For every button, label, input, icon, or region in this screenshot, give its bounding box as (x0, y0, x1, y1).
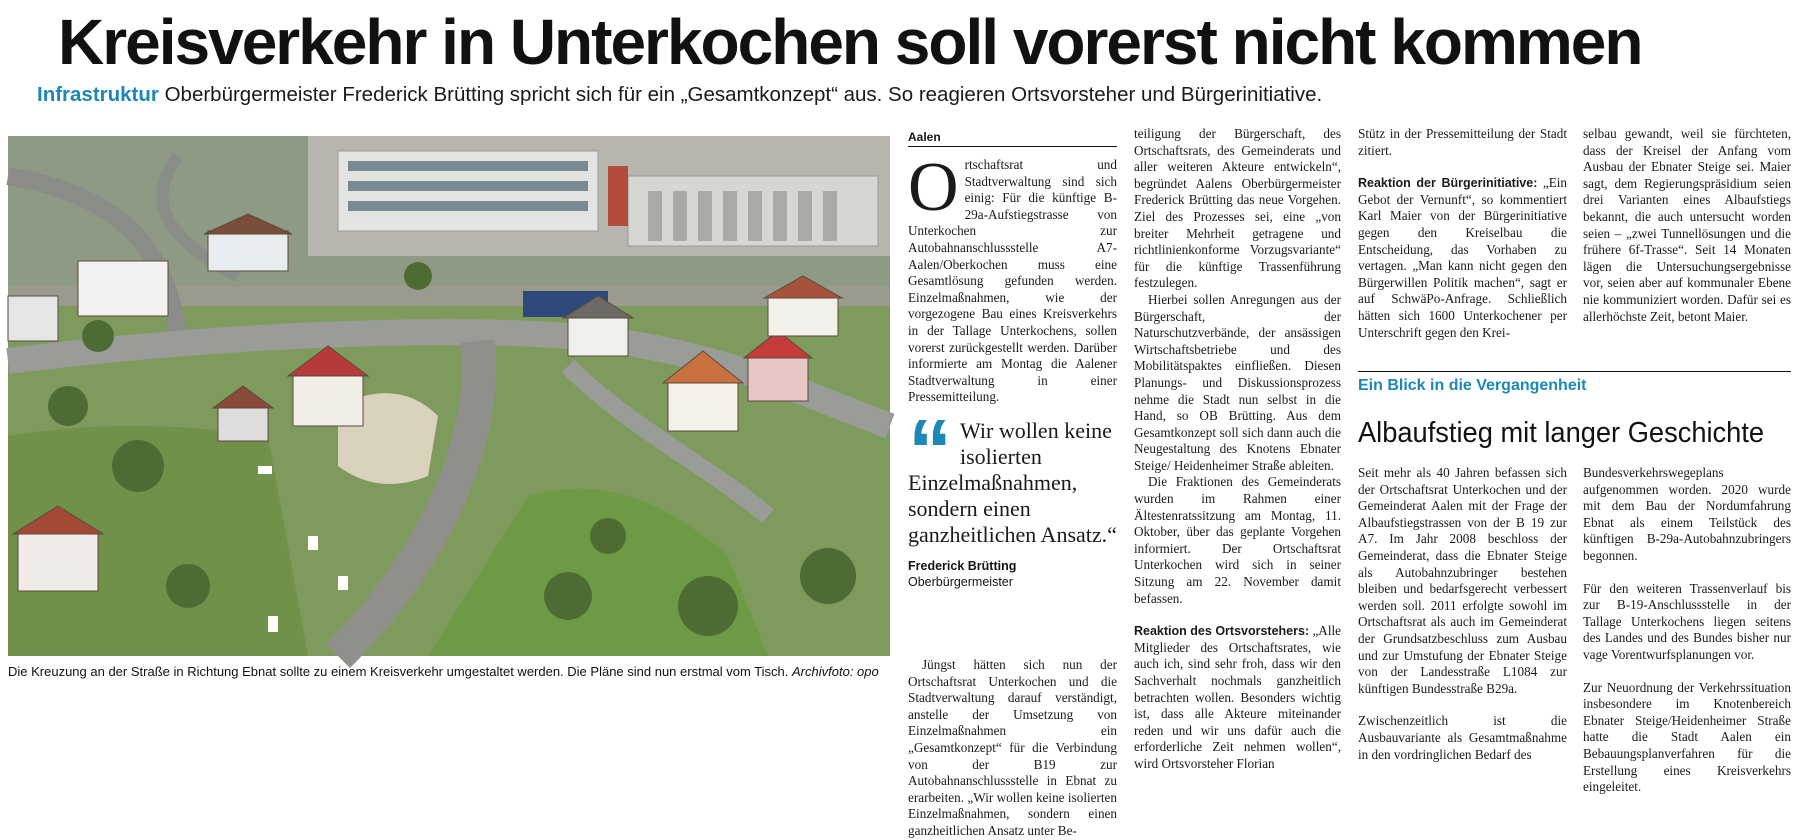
box-divider (1358, 371, 1791, 372)
paragraph: Jüngst hätten sich nun der Ortschaftsrat Unterkochen und die Stadtverwaltung darauf verständigt, anstelle der Umsetzung von Einzelmaßnahmen ein „Gesamtkonzept“ für die Verbindung von der B19 zur Autobahnanschlussstelle in Ebnat zu erarbeiten. „Wir wollen keine isolierten Einzelmaßnahmen, sondern einen ganzheitlichen Ansatz unter Be- (908, 657, 1117, 838)
subheading: Reaktion der Bürgerinitiative: (1358, 176, 1538, 191)
headline: Kreisverkehr in Unterkochen soll vorerst nicht kommen (58, 6, 1642, 78)
article-lead (908, 149, 1117, 406)
quote-author: Frederick Brütting (908, 559, 1017, 573)
pull-quote (908, 401, 1117, 590)
photo-caption (8, 662, 893, 682)
lead-text: rtschaftsrat und Stadtverwaltung sind sich einig: Für die künftige B-29a-Aufstiegstrasse von Unterkochen zur Autobahnanschlussstelle A7-Aalen/Oberkochen muss eine Gesamtlösung gefunden werden. Einzelmaßnahmen, wie der vorgezogene Bau eines Kreisverkehrs in der Tallage Unterkochens, sollen vorerst zurückgestellt werden. Darüber informierte am Montag die Aalener Stadtverwaltung in einer Pressemitteilung. (908, 157, 1117, 405)
article-column-3 (1358, 126, 1567, 341)
paragraph: Hierbei sollen Anregungen aus der Bürgerschaft, der Naturschutzverbände, der ansässigen Wirtschaftsbetriebe und des Mobilitätspaktes einfließen. Diesen Planungs- und Diskussionsprozess nehme die Stadt nun selbst in die Hand, so OB Brütting. Aus dem Gesamtkonzept soll sich dann auch die Neugestaltung des Knotens Ebnater Steige/ Heidenheimer Straße ableiten. (1134, 291, 1341, 473)
quote-mark-icon: “ (908, 401, 952, 500)
paragraph: Die Fraktionen des Gemeinderats wurden im Rahmen einer Ältestenratssitzung am Montag, 11. Oktober, über das geplante Vorgehen informiert. Der Ortschaftsrat Unterkochen wird sich in seiner Sitzung am 22. November damit befassen. (1134, 474, 1341, 606)
box-column-2 (1583, 465, 1791, 796)
paragraph: Zwischenzeitlich ist die Ausbauvariante als Gesamtmaßnahme in den vordringlichen Bedarf des (1358, 713, 1567, 762)
box-column-1 (1358, 465, 1567, 763)
drop-cap: O (908, 149, 959, 226)
paragraph: selbau gewandt, weil sie fürchteten, dass der Kreisel der Anfang vom Ausbau der Ebnater Steige sei. Maier sagt, dem Regierungspräsidium seien drei Varianten eines Albaufstiegs bekannt, die auch untersucht worden seien – „zwei Tunnellösungen und die frühere 6f-Trasse“. Seit 14 Monaten lägen die Untersuchungsergebnisse vor, seien aber auf kommunaler Ebene nie kommuniziert worden. Dafür sei es allerhöchste Zeit, betont Maier. (1583, 126, 1791, 324)
dateline: Aalen (908, 130, 1117, 147)
paragraph-text: „Alle Mitglieder des Ortschaftsrates, wie auch ich, sind sehr froh, dass wir den Sachverhalt nochmals ganzheitlich betrachten wollen. Besonders wichtig ist, dass alle Akteure miteinander reden und wir uns dafür auch die erforderliche Zeit nehmen wollen“, wird Ortsvorsteher Florian (1134, 623, 1342, 771)
paragraph: Für den weiteren Trassenverlauf bis zur B-19-Anschlussstelle in der Tallage Unterkochens liegen seitens des Landes und des Bundes bisher nur vage Vorentwurfsplanungen vor. (1583, 580, 1791, 662)
paragraph: Stütz in der Pressemitteilung der Stadt zitiert. (1358, 126, 1567, 158)
paragraph (1134, 623, 1341, 772)
quote-author-role: Oberbürgermeister (908, 575, 1013, 589)
paragraph (1358, 175, 1567, 341)
paragraph: Bundesverkehrswegeplans aufgenommen worden. 2020 wurde mit dem Bau der Nordumfahrung Ebnat als einem Teilstück des künftigen B-29a-Autobahnzubringers begonnen. (1583, 465, 1791, 563)
paragraph: Zur Neuordnung der Verkehrssituation insbesondere im Knotenbereich Ebnater Steige/Heidenheimer Straße hatte die Stadt Aalen ein Bebauungsplanverfahren für die Erstellung eines Kreisverkehrs eingeleitet. (1583, 679, 1791, 795)
photo-credit: Archivfoto: opo (792, 664, 879, 679)
deck-kicker: Infrastruktur (37, 83, 159, 106)
aerial-photo-illustration (8, 136, 890, 656)
deck (37, 80, 1777, 110)
paragraph: teiligung der Bürgerschaft, des Ortschaftsrats, des Gemeinderats und aller weiteren Akteure entwickeln“, begründet Aalens Oberbürgermeister Frederick Brütting das neue Vorgehen. Ziel des Prozesses sei, eine „von breiter Mehrheit getragene und richtlinienkonforme Vorzugsvariante“ für die künftige Trassenführung festzulegen. (1134, 126, 1341, 291)
paragraph-text: „Ein Gebot der Vernunft“, so kommentiert Karl Maier von der Bürgerinitiative gegen den Kreiselbau die Entscheidung, das Vorhaben zu vertagen. „Man kann nicht gegen den Bürgerwillen Politik machen“, sagt er auf SchwäPo-Anfrage. Schließlich hätten sich 1600 Unterkochener per Unterschrift gegen den Krei- (1358, 175, 1568, 340)
subheading: Reaktion des Ortsvorstehers: (1134, 624, 1310, 639)
box-kicker: Ein Blick in die Vergangenheit (1358, 377, 1587, 394)
article-column-4 (1583, 126, 1791, 325)
article-column-1-bottom (908, 657, 1117, 840)
paragraph: Seit mehr als 40 Jahren befassen sich der Ortschaftsrat Unterkochen und der Gemeinderat Aalen mit der Frage der Albaufstiegstrassen von der B 19 zur A7. Im Jahr 2008 beschloss der Gemeinderat, dass die Ebnater Steige als Autobahnzubringer bestehen bleiben und bedarfsgerecht verbessert werden soll. 2011 erfolgte sowohl im Ortschaftsrat als auch im Gemeinderat der Grundsatzbeschluss zum Ausbau und zur Umstufung der Ebnater Steige von der Landesstraße L1084 zur künftigen Bundesstraße B29a. (1358, 465, 1567, 696)
box-title: Albaufstieg mit langer Geschichte (1358, 417, 1765, 449)
caption-text: Die Kreuzung an der Straße in Richtung Ebnat sollte zu einem Kreisverkehr umgestaltet werden. Die Pläne sind nun erstmal vom Tisch. (8, 664, 789, 679)
quote-text: Wir wollen keine isolierten Einzelmaßnahmen, sondern einen ganzheitlichen Ansatz.“ (908, 418, 1117, 547)
deck-text: Oberbürgermeister Frederick Brütting spricht sich für ein „Gesamtkonzept“ aus. So reagieren Ortsvorsteher und Bürgerinitiative. (164, 83, 1323, 106)
article-column-2 (1134, 126, 1341, 773)
aerial-photo (8, 136, 890, 656)
